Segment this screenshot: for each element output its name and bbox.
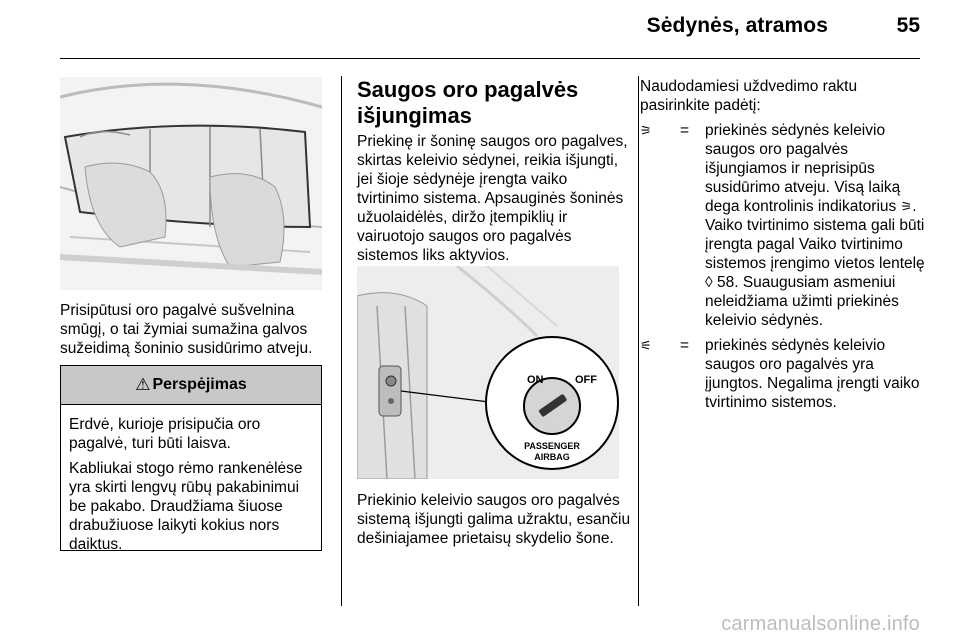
section-body: Priekinę ir šoninę saugos oro pagalves, skirtas keleivio sėdynei, reikia išjungti, jei šioje sėdynėje įrengta vaiko tvirtinimo sistema. Apsauginės šoninės užuolaidėlės, diržo įtempiklių ir vairuotojo saugos oro pagalvės sistemos liks aktyvios.: [357, 133, 628, 264]
definition-equals: =: [680, 122, 690, 139]
section-heading: Saugos oro pagalvės išjungimas: [357, 77, 579, 128]
definition-text-part: . Suaugusiam asmeniui neleidžiama užimti priekinės keleivio sėdynės.: [705, 274, 899, 329]
airbag-off-icon: ⚞: [640, 123, 652, 138]
definition-text-part: . Vaiko tvirtinimo sistema gali būti įrengta pagal Vaiko tvirtinimo sistemos įrengimo vietos lentelę: [705, 198, 925, 272]
figure-caption-middle: Priekinio keleivio saugos oro pagalvės sistemą išjungti galima užraktu, esančiu dešiniajamee prietaisų skydelio šone.: [357, 492, 631, 547]
figure-caption-left: Prisipūtusi oro pagalvė sušvelnina smūgį, o tai žymiai sumažina galvos sužeidimą šoninio susidūrimo atveju.: [60, 302, 313, 357]
switch-label-off: OFF: [575, 374, 597, 386]
switch-label-on: ON: [527, 374, 544, 386]
warning-paragraph: Kabliukai stogo rėmo rankenėlėse yra skirti lengvų rūbų pakabinimui be pakabo. Draudžiama šiuose drabužiuose laikyti kokius nors daiktus.: [69, 460, 303, 553]
header-rule: [60, 58, 920, 59]
warning-paragraph: Erdvė, kurioje prisipučia oro pagalvė, turi būti laisva.: [69, 416, 261, 452]
page-ref-arrow: ◊: [705, 274, 713, 291]
switch-label-passenger: PASSENGER: [524, 441, 580, 451]
column-divider-2: [638, 76, 639, 606]
column-divider-1: [341, 76, 342, 606]
curtain-airbag-illustration: [60, 77, 322, 290]
switch-label-passenger-airbag: [520, 441, 584, 463]
right-intro: Naudodamiesi uždvedimo raktu pasirinkite padėtį:: [640, 78, 858, 114]
definition-text-part: priekinės sėdynės keleivio saugos oro pagalvės išjungiamos ir neprisipūs susidūrimo atveju. Visą laiką dega kontrolinis indikatorius: [705, 122, 901, 215]
airbag-switch-illustration: [357, 266, 619, 479]
definition-text: priekinės sėdynės keleivio saugos oro pagalvės yra įjungtos. Negalima įrengti vaiko tvirtinimo sistemos.: [705, 337, 920, 411]
warning-title: Perspėjimas: [152, 376, 247, 393]
airbag-off-inline-icon: ⚞: [900, 199, 913, 214]
definition-item-on: [640, 336, 925, 416]
running-header-title: Sėdynės, atramos: [646, 14, 828, 37]
definition-equals: =: [680, 337, 690, 354]
warning-box: [60, 365, 322, 551]
page-ref-number[interactable]: 58: [716, 274, 735, 291]
warning-header: [61, 366, 321, 405]
warning-triangle-icon: ⚠: [135, 375, 151, 394]
definition-text: [705, 121, 925, 330]
switch-label-airbag: AIRBAG: [534, 452, 570, 462]
airbag-on-icon: ⚟: [640, 338, 652, 353]
watermark: carmanualsonline.info: [721, 613, 920, 635]
warning-body: [61, 405, 321, 554]
definition-item-off: [640, 121, 925, 336]
page-number: 55: [896, 14, 920, 37]
